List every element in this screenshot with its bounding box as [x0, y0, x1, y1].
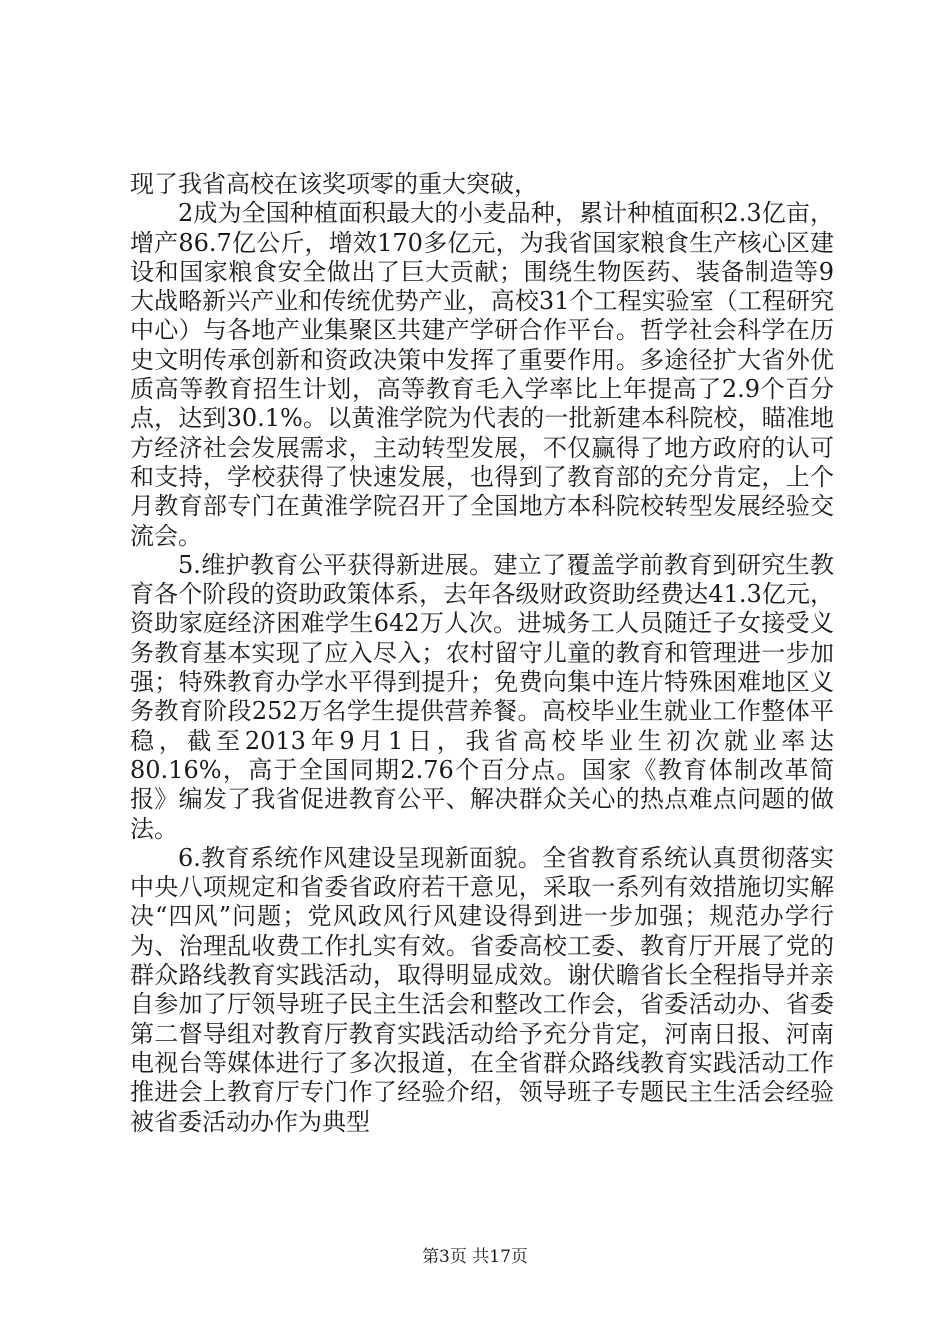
paragraph-continuation: 现了我省高校在该奖项零的重大突破，	[130, 170, 538, 198]
paragraph-work-style: 6.教育系统作风建设呈现新面貌。全省教育系统认真贯彻落实中央八项规定和省委省政府若干意见，采取一系列有效措施切实解决“四风”问题；党风政风行风建设得到进一步加强；规范办学行为、治理乱收费工作扎实有效。省委高校工委、教育厅开展了党的群众路线教育实践活动，取得明显成效。谢伏瞻省长全程指导并亲自参加了厅领导班子民主生活会和整改工作会，省委活动办、省委第二督导组对教育厅教育实践活动给予充分肯定，河南日报、河南电视台等媒体进行了多次报道，在全省群众路线教育实践活动工作推进会上教育厅专门作了经验介绍，领导班子专题民主生活会经验被省委活动办作为典型	[130, 843, 834, 1136]
body-text	[130, 170, 834, 1137]
paragraph-education-equity: 5.维护教育公平获得新进展。建立了覆盖学前教育到研究生教育各个阶段的资助政策体系，去年各级财政资助经费达41.3亿元，资助家庭经济困难学生642万人次。进城务工人员随迁子女接受义务教育基本实现了应入尽入；农村留守儿童的教育和管理进一步加强；特殊教育办学水平得到提升；免费向集中连片特殊困难地区义务教育阶段252万名学生提供营养餐。高校毕业生就业工作整体平稳，截至2013年9月1日，我省高校毕业生初次就业率达80.16%，高于全国同期2.76个百分点。国家《教育体制改革简报》编发了我省促进教育公平、解决群众关心的热点难点问题的做法。	[130, 550, 834, 843]
paragraph-wheat-variety: 2成为全国种植面积最大的小麦品种，累计种植面积2.3亿亩，增产86.7亿公斤，增效170多亿元，为我省国家粮食生产核心区建设和国家粮食安全做出了巨大贡献；围绕生物医药、装备制造等9大战略新兴产业和传统优势产业，高校31个工程实验室（工程研究中心）与各地产业集聚区共建产学研合作平台。哲学社会科学在历史文明传承创新和资政决策中发挥了重要作用。多途径扩大省外优质高等教育招生计划，高等教育毛入学率比上年提高了2.9个百分点，达到30.1%。以黄淮学院为代表的一批新建本科院校，瞄准地方经济社会发展需求，主动转型发展，不仅赢得了地方政府的认可和支持，学校获得了快速发展，也得到了教育部的充分肯定，上个月教育部专门在黄淮学院召开了全国地方本科院校转型发展经验交流会。	[130, 199, 834, 550]
page-footer: 第3页 共17页	[422, 1247, 528, 1267]
